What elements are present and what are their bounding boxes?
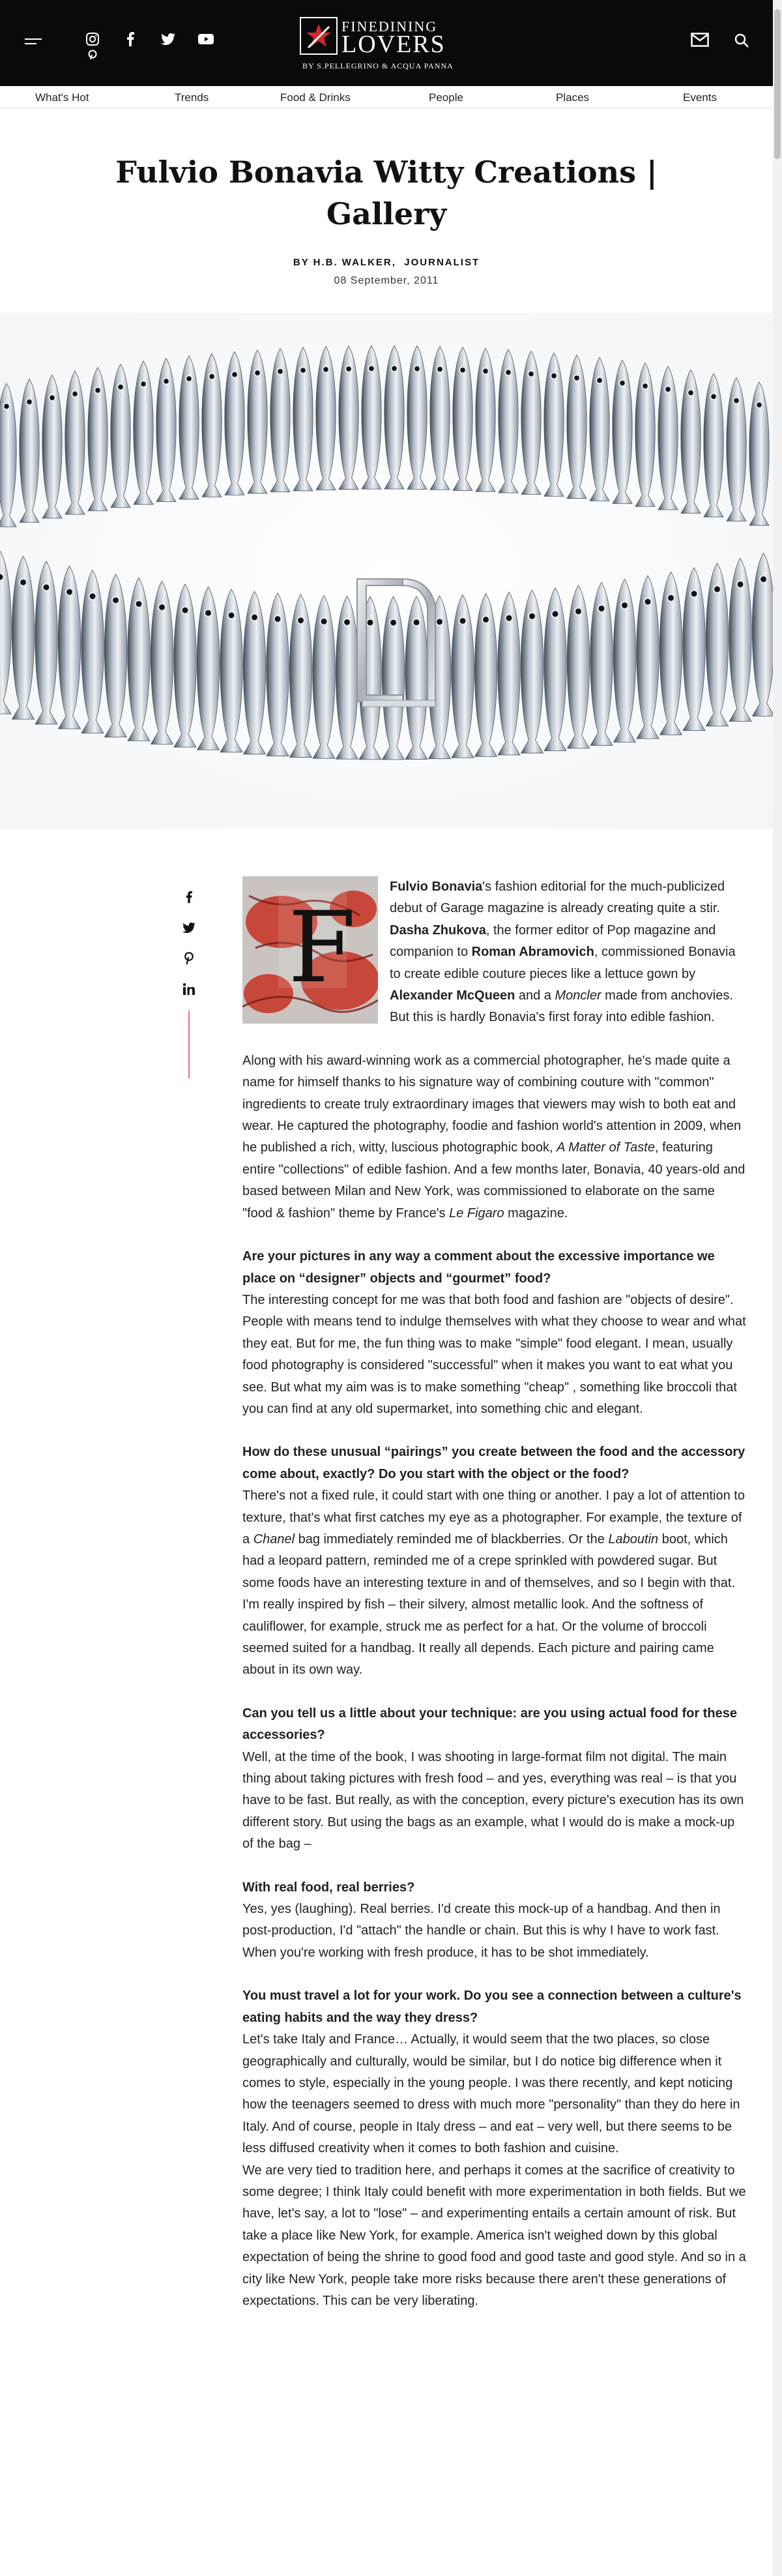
p2-text-2: , featuring entire "collections" of edible fashion. And a few months later, Bonavia, 40 years-old and based between Milan and New York, was commissioned to elaborate on the same "food & fashion" theme by France's xyxy=(242,1140,746,1221)
nav-item-food-drinks[interactable]: Food & Drinks xyxy=(280,91,351,104)
share-bar xyxy=(180,888,198,1078)
article-date: 08 September, 2011 xyxy=(334,275,439,286)
search-icon[interactable] xyxy=(734,33,752,48)
interview-answer-5b: We are very tied to tradition here, and perhaps it comes at the sacrifice of creativity to some degree; I think Italy could benefit with more experimentation in both fields. But we have, let's say, a lot to "lose" – and experimenting entails a certain amount of risk. But take a place like New York, for example. America isn't weighed down by this global expectation of being the shrine to good food and good taste and good style. And so in a city like New York, people take more risks because there aren't these generations of expectations. This can be very liberating. xyxy=(242,2163,746,2308)
p1-text-5: made from anchovies. But this is hardly Bonavia's first foray into edible fashion. xyxy=(390,988,733,1025)
hero-image-fish-belt xyxy=(0,313,773,829)
brand-laboutin: Laboutin xyxy=(608,1532,659,1547)
header-social-links xyxy=(83,30,215,48)
p1-text-4: and a xyxy=(515,988,555,1003)
author-role: JOURNALIST xyxy=(404,257,480,268)
interview-answer-3: Well, at the time of the book, I was shooting in large-format film not digital. The main thing about taking pictures with fresh food – and yes, everything was real – is that you have to be fast. But really, as with the conception, every picture's execution has its own different story. But using the bags as an example, what I would do is make a mock-up of the bag – xyxy=(242,1749,744,1852)
site-logo[interactable] xyxy=(300,17,482,77)
interview-answer-4: Yes, yes (laughing). Real berries. I'd create this mock-up of a handbag. And then in post-production, I'd "attach" the handle or chain. But this is why I have to work fast. When you're working with fresh produce, it has to be shot immediately. xyxy=(242,1902,721,1960)
interview-answer-1: The interesting concept for me was that both food and fashion are "objects of desire". People with means tend to indulge themselves with what they choose to wear and what they eat. But for me, the fun thing was to make "simple" food elegant. I mean, usually food photography is considered "successful" when it makes you want to eat what you see. But what my aim was is to make something "cheap" , something like broccoli that you can find at any old supermarket, into something chic and elegant. xyxy=(242,1292,746,1416)
mention-roman-abramovich: Roman Abramovich xyxy=(471,945,594,960)
mention-alexander-mcqueen: Alexander McQueen xyxy=(390,988,515,1003)
site-header xyxy=(0,0,773,86)
nav-item-whats-hot[interactable]: What's Hot xyxy=(35,91,89,104)
share-linkedin-icon[interactable] xyxy=(180,980,198,998)
twitter-icon[interactable] xyxy=(159,30,177,48)
scrollbar-thumb[interactable] xyxy=(774,9,781,159)
interview-question-2: How do these unusual “pairings” you create between the food and the accessory come about, exactly? Do you start with the object or the food? xyxy=(242,1445,746,1481)
page-title: Fulvio Bonavia Witty Creations | Gallery xyxy=(115,155,658,231)
logo-text-top: FINEDINING xyxy=(341,18,438,35)
dropcap-letter: F xyxy=(288,891,356,1005)
interview-answer-5a: Let's take Italy and France… Actually, it would seem that the two places, so close geographically and culturally, would be similar, but I do notice big difference when it comes to style, especially in the young people. I was there recently, and kept noticing how the teenagers seemed to dress with much more "personality" than they do here in Italy. And of course, people in Italy dress – and eat – very well, but there seems to be less diffused creativity when it comes to both fashion and cuisine. xyxy=(242,2032,740,2156)
book-title: A Matter of Taste xyxy=(557,1140,655,1155)
share-pinterest-icon[interactable] xyxy=(180,949,198,968)
nav-item-places[interactable]: Places xyxy=(556,91,590,104)
nav-item-people[interactable]: People xyxy=(429,91,463,104)
interview-question-5: You must travel a lot for your work. Do you see a connection between a culture's eating habits and the way they dress? xyxy=(242,1989,742,2025)
a2-text-1: There's not a fixed rule, it could start with one thing or another. I pay a lot of attention to texture, that's what first catches my eye as a photographer. For example, the texture of a xyxy=(242,1488,745,1547)
p2-text-3: magazine. xyxy=(504,1206,568,1221)
mention-dasha-zhukova: Dasha Zhukova xyxy=(390,923,486,938)
youtube-icon[interactable] xyxy=(197,30,215,48)
magazine-le-figaro: Le Figaro xyxy=(449,1206,504,1221)
a2-text-3: boot, which had a leopard pattern, reminded me of a crepe sprinkled with powdered sugar. But some foods have an interesting texture in and of themselves, and so I begin with that. I'm really inspired by fish – their silvery, almost metallic look. And the softness of cauliflower, for example, struck me as perfect for a hat. Or the volume of broccoli seemed suited for a handbag. It really all depends. Each picture and pairing came about in its own way. xyxy=(242,1532,736,1678)
pinterest-icon[interactable] xyxy=(83,46,102,64)
article-paragraph-2 xyxy=(242,1050,748,1224)
p2-text-1: Along with his award-winning work as a commercial photographer, he's made quite a name for himself thanks to his signature way of combining couture with "common" ingredients to create truly extraordinary images that viewers may wish to both eat and wear. He captured the photography, foodie and fashion world's attention in 2009, when he published a rich, witty, luscious photographic book, xyxy=(242,1053,742,1155)
p1-text-1: 's fashion editorial for the much-publicized debut of Garage magazine is already creating quite a stir. xyxy=(390,880,725,916)
share-twitter-icon[interactable] xyxy=(180,919,198,937)
article-byline xyxy=(0,257,773,268)
mention-moncler: Moncler xyxy=(555,988,601,1003)
brand-chanel: Chanel xyxy=(253,1532,295,1547)
a2-text-2: bag immediately reminded me of blackberries. Or the xyxy=(295,1532,609,1547)
interview-question-3: Can you tell us a little about your technique: are you using actual food for these accessories? xyxy=(242,1706,737,1743)
newsletter-mail-icon[interactable] xyxy=(691,33,709,48)
nav-item-trends[interactable]: Trends xyxy=(175,91,209,104)
interview-answer-2 xyxy=(242,1485,748,1681)
mention-fulvio-bonavia: Fulvio Bonavia xyxy=(390,880,483,894)
page-scrollbar[interactable] xyxy=(773,0,782,2576)
logo-star-icon xyxy=(300,17,338,55)
share-facebook-icon[interactable] xyxy=(180,888,198,906)
share-progress-line xyxy=(188,1011,190,1078)
logo-text-main: LOVERS xyxy=(341,31,446,58)
p1-text-2: , the former editor of Pop magazine and companion to xyxy=(390,923,716,960)
author-name[interactable]: BY H.B. WALKER, xyxy=(293,257,396,268)
main-navigation xyxy=(0,86,773,108)
facebook-icon[interactable] xyxy=(121,30,139,48)
logo-tagline: BY S.PELLEGRINO & ACQUA PANNA xyxy=(302,61,454,70)
nav-item-events[interactable]: Events xyxy=(683,91,717,104)
article-body xyxy=(242,876,748,2333)
p1-text-3: , commissioned Bonavia to create edible couture pieces like a lettuce gown by xyxy=(390,945,736,981)
menu-icon[interactable] xyxy=(25,38,42,49)
dropcap-illustration xyxy=(242,876,378,1024)
interview-question-1: Are your pictures in any way a comment about the excessive importance we place on “designer” objects and “gourmet” food? xyxy=(242,1249,715,1286)
interview-question-4: With real food, real berries? xyxy=(242,1880,415,1895)
